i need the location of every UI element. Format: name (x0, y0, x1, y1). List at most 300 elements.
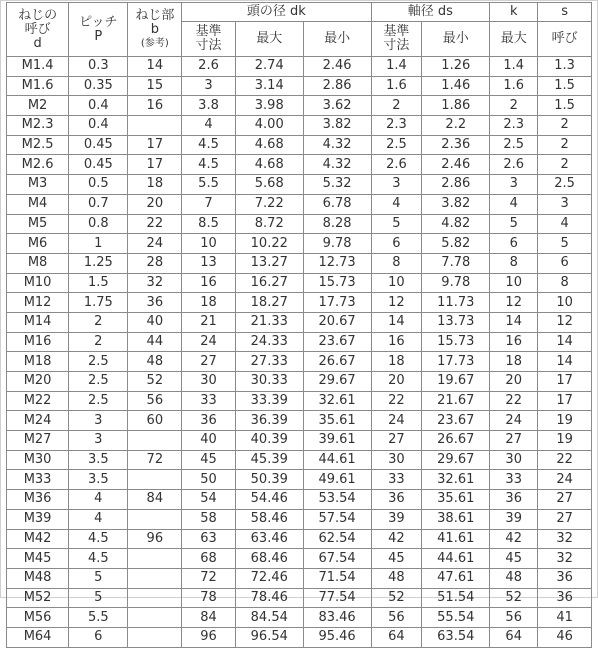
cell-dk-min: 9.78 (303, 234, 371, 254)
cell-ds-basic: 36 (371, 490, 422, 510)
header-s-nominal: 呼び (538, 22, 592, 57)
cell-dk-min: 3.62 (303, 96, 371, 116)
cell-dk-max: 40.39 (235, 431, 303, 451)
cell-pitch: 2.5 (69, 352, 128, 372)
cell-s-nominal: 2.5 (538, 175, 592, 195)
cell-thread-length (128, 509, 182, 529)
cell-ds-basic: 2.3 (371, 116, 422, 136)
cell-thread-length: 24 (128, 234, 182, 254)
cell-ds-basic: 4 (371, 194, 422, 214)
header-ds-basic-line1: 基準 (383, 24, 410, 39)
cell-thread-length (128, 568, 182, 588)
cell-size: M56 (7, 608, 69, 628)
table-row (7, 549, 592, 569)
cell-dk-basic: 30 (182, 372, 236, 392)
cell-ds-min: 47.61 (422, 568, 490, 588)
cell-ds-min: 32.61 (422, 470, 490, 490)
cell-ds-min: 41.61 (422, 529, 490, 549)
cell-size: M22 (7, 391, 69, 411)
cell-dk-min: 8.28 (303, 214, 371, 234)
cell-dk-min: 3.82 (303, 116, 371, 136)
cell-ds-min: 35.61 (422, 490, 490, 510)
cell-dk-max: 78.46 (235, 588, 303, 608)
cell-dk-max: 84.54 (235, 608, 303, 628)
cell-pitch: 3 (69, 431, 128, 451)
cell-s-nominal: 32 (538, 529, 592, 549)
header-ds-min: 最小 (422, 22, 490, 57)
cell-dk-basic: 2.6 (182, 57, 236, 77)
cell-thread-length: 14 (128, 57, 182, 77)
cell-ds-basic: 52 (371, 588, 422, 608)
cell-ds-basic: 2.5 (371, 135, 422, 155)
cell-thread-length: 84 (128, 490, 182, 510)
cell-ds-basic: 3 (371, 175, 422, 195)
table-row (7, 431, 592, 451)
cell-k-max: 24 (490, 411, 538, 431)
cell-thread-length: 60 (128, 411, 182, 431)
cell-dk-basic: 63 (182, 529, 236, 549)
header-size (7, 3, 69, 57)
cell-dk-basic: 27 (182, 352, 236, 372)
table-row (7, 175, 592, 195)
cell-dk-basic: 68 (182, 549, 236, 569)
cell-dk-basic: 96 (182, 627, 236, 647)
table-row (7, 608, 592, 628)
cell-size: M2 (7, 96, 69, 116)
header-pitch (69, 3, 128, 57)
cell-k-max: 14 (490, 312, 538, 332)
cell-ds-basic: 24 (371, 411, 422, 431)
cell-dk-max: 8.72 (235, 214, 303, 234)
cell-size: M6 (7, 234, 69, 254)
cell-ds-min: 51.54 (422, 588, 490, 608)
header-size-line1: ねじの (18, 7, 58, 23)
cell-ds-min: 1.46 (422, 76, 490, 96)
table-header (7, 3, 592, 57)
header-size-line2: 呼び (24, 21, 51, 37)
table-row (7, 490, 592, 510)
cell-pitch: 6 (69, 627, 128, 647)
header-k: k (490, 3, 538, 22)
cell-ds-basic: 30 (371, 450, 422, 470)
cell-thread-length: 96 (128, 529, 182, 549)
cell-k-max: 1.6 (490, 76, 538, 96)
cell-pitch: 0.5 (69, 175, 128, 195)
cell-dk-basic: 3.8 (182, 96, 236, 116)
cell-thread-length: 20 (128, 194, 182, 214)
cell-dk-min: 67.54 (303, 549, 371, 569)
cell-ds-basic: 6 (371, 234, 422, 254)
cell-k-max: 52 (490, 588, 538, 608)
cell-dk-min: 6.78 (303, 194, 371, 214)
cell-dk-basic: 36 (182, 411, 236, 431)
cell-ds-min: 23.67 (422, 411, 490, 431)
cell-dk-basic: 13 (182, 253, 236, 273)
cell-size: M4 (7, 194, 69, 214)
cell-ds-basic: 1.4 (371, 57, 422, 77)
cell-ds-min: 63.54 (422, 627, 490, 647)
cell-dk-max: 50.39 (235, 470, 303, 490)
cell-size: M2.3 (7, 116, 69, 136)
cell-dk-min: 4.32 (303, 135, 371, 155)
cell-dk-min: 29.67 (303, 372, 371, 392)
cell-s-nominal: 32 (538, 549, 592, 569)
cell-k-max: 18 (490, 352, 538, 372)
table-row (7, 253, 592, 273)
cell-s-nominal: 2 (538, 116, 592, 136)
cell-size: M30 (7, 450, 69, 470)
cell-k-max: 2.5 (490, 135, 538, 155)
cell-k-max: 64 (490, 627, 538, 647)
cell-pitch: 4.5 (69, 549, 128, 569)
table-row (7, 194, 592, 214)
cell-dk-basic: 72 (182, 568, 236, 588)
cell-size: M16 (7, 332, 69, 352)
cell-k-max: 3 (490, 175, 538, 195)
cell-ds-min: 2.86 (422, 175, 490, 195)
cell-thread-length: 52 (128, 372, 182, 392)
cell-s-nominal: 36 (538, 568, 592, 588)
cell-dk-min: 17.73 (303, 293, 371, 313)
cell-ds-min: 2.2 (422, 116, 490, 136)
cell-pitch: 3.5 (69, 450, 128, 470)
table-row (7, 627, 592, 647)
header-ds-basic (371, 22, 422, 57)
cell-s-nominal: 8 (538, 273, 592, 293)
cell-dk-basic: 24 (182, 332, 236, 352)
cell-k-max: 20 (490, 372, 538, 392)
cell-k-max: 8 (490, 253, 538, 273)
cell-dk-min: 23.67 (303, 332, 371, 352)
cell-s-nominal: 19 (538, 411, 592, 431)
header-thread-line3: (参考) (140, 37, 169, 49)
table-row (7, 135, 592, 155)
cell-s-nominal: 3 (538, 194, 592, 214)
cell-ds-min: 1.26 (422, 57, 490, 77)
cell-ds-basic: 48 (371, 568, 422, 588)
cell-s-nominal: 6 (538, 253, 592, 273)
table-row (7, 411, 592, 431)
cell-size: M1.4 (7, 57, 69, 77)
cell-s-nominal: 17 (538, 391, 592, 411)
cell-dk-max: 45.39 (235, 450, 303, 470)
cell-dk-max: 63.46 (235, 529, 303, 549)
cell-dk-basic: 4 (182, 116, 236, 136)
cell-ds-min: 4.82 (422, 214, 490, 234)
cell-ds-min: 55.54 (422, 608, 490, 628)
table-row (7, 293, 592, 313)
cell-dk-basic: 58 (182, 509, 236, 529)
cell-size: M18 (7, 352, 69, 372)
cell-dk-basic: 4.5 (182, 155, 236, 175)
cell-ds-min: 13.73 (422, 312, 490, 332)
cell-pitch: 5 (69, 568, 128, 588)
cell-pitch: 0.4 (69, 116, 128, 136)
cell-pitch: 3 (69, 411, 128, 431)
cell-s-nominal: 14 (538, 332, 592, 352)
cell-dk-max: 36.39 (235, 411, 303, 431)
header-dk-min: 最小 (303, 22, 371, 57)
cell-ds-min: 38.61 (422, 509, 490, 529)
cell-dk-max: 96.54 (235, 627, 303, 647)
cell-pitch: 0.35 (69, 76, 128, 96)
cell-dk-min: 15.73 (303, 273, 371, 293)
cell-thread-length: 48 (128, 352, 182, 372)
cell-thread-length (128, 116, 182, 136)
cell-ds-basic: 56 (371, 608, 422, 628)
cell-dk-basic: 16 (182, 273, 236, 293)
cell-k-max: 30 (490, 450, 538, 470)
cell-pitch: 1 (69, 234, 128, 254)
cell-size: M45 (7, 549, 69, 569)
cell-thread-length: 15 (128, 76, 182, 96)
cell-dk-min: 12.73 (303, 253, 371, 273)
cell-thread-length: 40 (128, 312, 182, 332)
cell-pitch: 0.45 (69, 155, 128, 175)
header-dk-basic-line1: 基準 (195, 24, 222, 39)
table-row (7, 116, 592, 136)
cell-k-max: 48 (490, 568, 538, 588)
cell-dk-basic: 78 (182, 588, 236, 608)
cell-pitch: 0.45 (69, 135, 128, 155)
cell-dk-min: 77.54 (303, 588, 371, 608)
cell-size: M12 (7, 293, 69, 313)
cell-k-max: 5 (490, 214, 538, 234)
cell-ds-min: 2.36 (422, 135, 490, 155)
cell-ds-basic: 16 (371, 332, 422, 352)
header-pitch-line2: P (94, 28, 103, 44)
cell-k-max: 39 (490, 509, 538, 529)
cell-thread-length: 32 (128, 273, 182, 293)
table-body (7, 57, 592, 648)
table-row (7, 76, 592, 96)
cell-dk-basic: 3 (182, 76, 236, 96)
cell-dk-min: 49.61 (303, 470, 371, 490)
cell-s-nominal: 4 (538, 214, 592, 234)
cell-dk-max: 33.39 (235, 391, 303, 411)
cell-pitch: 5 (69, 588, 128, 608)
cell-ds-basic: 33 (371, 470, 422, 490)
cell-pitch: 2.5 (69, 391, 128, 411)
cell-dk-min: 39.61 (303, 431, 371, 451)
cell-s-nominal: 1.5 (538, 76, 592, 96)
cell-size: M10 (7, 273, 69, 293)
cell-k-max: 6 (490, 234, 538, 254)
cell-dk-min: 2.46 (303, 57, 371, 77)
cell-k-max: 45 (490, 549, 538, 569)
cell-dk-max: 3.14 (235, 76, 303, 96)
cell-ds-basic: 64 (371, 627, 422, 647)
cell-size: M24 (7, 411, 69, 431)
cell-dk-basic: 33 (182, 391, 236, 411)
cell-thread-length (128, 549, 182, 569)
cell-dk-max: 58.46 (235, 509, 303, 529)
table-row (7, 96, 592, 116)
cell-dk-basic: 8.5 (182, 214, 236, 234)
cell-dk-min: 71.54 (303, 568, 371, 588)
cell-dk-min: 26.67 (303, 352, 371, 372)
cell-thread-length (128, 431, 182, 451)
cell-pitch: 4.5 (69, 529, 128, 549)
table-row (7, 372, 592, 392)
cell-thread-length (128, 470, 182, 490)
cell-dk-max: 18.27 (235, 293, 303, 313)
cell-ds-basic: 10 (371, 273, 422, 293)
cell-dk-max: 10.22 (235, 234, 303, 254)
table-row (7, 509, 592, 529)
cell-s-nominal: 1.3 (538, 57, 592, 77)
cell-thread-length: 44 (128, 332, 182, 352)
cell-dk-basic: 10 (182, 234, 236, 254)
header-thread-length (128, 3, 182, 57)
cell-size: M14 (7, 312, 69, 332)
cell-k-max: 2 (490, 96, 538, 116)
cell-size: M2.5 (7, 135, 69, 155)
table-row (7, 391, 592, 411)
table-row (7, 529, 592, 549)
cell-s-nominal: 41 (538, 608, 592, 628)
cell-thread-length: 22 (128, 214, 182, 234)
table-row (7, 155, 592, 175)
cell-pitch: 2.5 (69, 372, 128, 392)
cell-dk-max: 13.27 (235, 253, 303, 273)
cell-ds-basic: 5 (371, 214, 422, 234)
cell-dk-basic: 40 (182, 431, 236, 451)
cell-k-max: 4 (490, 194, 538, 214)
cell-dk-min: 83.46 (303, 608, 371, 628)
cell-dk-basic: 45 (182, 450, 236, 470)
header-dk-max: 最大 (235, 22, 303, 57)
cell-ds-min: 9.78 (422, 273, 490, 293)
cell-dk-min: 5.32 (303, 175, 371, 195)
cell-pitch: 0.3 (69, 57, 128, 77)
cell-k-max: 33 (490, 470, 538, 490)
cell-k-max: 12 (490, 293, 538, 313)
table-row (7, 450, 592, 470)
cell-k-max: 10 (490, 273, 538, 293)
cell-thread-length: 72 (128, 450, 182, 470)
cell-ds-basic: 20 (371, 372, 422, 392)
cell-thread-length: 17 (128, 135, 182, 155)
cell-dk-min: 44.61 (303, 450, 371, 470)
table-row (7, 57, 592, 77)
cell-ds-basic: 1.6 (371, 76, 422, 96)
cell-thread-length: 56 (128, 391, 182, 411)
cell-dk-max: 30.33 (235, 372, 303, 392)
table-row (7, 312, 592, 332)
cell-dk-max: 27.33 (235, 352, 303, 372)
cell-dk-max: 5.68 (235, 175, 303, 195)
table-row (7, 470, 592, 490)
cell-dk-min: 53.54 (303, 490, 371, 510)
header-dk-basic (182, 22, 236, 57)
cell-dk-min: 20.67 (303, 312, 371, 332)
cell-size: M1.6 (7, 76, 69, 96)
cell-ds-min: 26.67 (422, 431, 490, 451)
cell-dk-max: 54.46 (235, 490, 303, 510)
cell-ds-min: 7.78 (422, 253, 490, 273)
cell-s-nominal: 2 (538, 135, 592, 155)
cell-s-nominal: 22 (538, 450, 592, 470)
cell-dk-max: 68.46 (235, 549, 303, 569)
cell-dk-basic: 18 (182, 293, 236, 313)
cell-k-max: 22 (490, 391, 538, 411)
header-size-line3: d (33, 35, 42, 51)
cell-size: M27 (7, 431, 69, 451)
cell-dk-basic: 50 (182, 470, 236, 490)
cell-ds-min: 29.67 (422, 450, 490, 470)
cell-dk-max: 24.33 (235, 332, 303, 352)
header-pitch-line1: ピッチ (79, 14, 118, 30)
cell-s-nominal: 2 (538, 155, 592, 175)
cell-k-max: 2.6 (490, 155, 538, 175)
cell-dk-max: 16.27 (235, 273, 303, 293)
cell-dk-max: 2.74 (235, 57, 303, 77)
cell-size: M8 (7, 253, 69, 273)
cell-s-nominal: 27 (538, 509, 592, 529)
header-shank-diameter: 軸径 ds (371, 3, 490, 22)
header-head-diameter: 頭の径 dk (182, 3, 371, 22)
cell-thread-length: 17 (128, 155, 182, 175)
cell-pitch: 5.5 (69, 608, 128, 628)
cell-ds-basic: 8 (371, 253, 422, 273)
cell-dk-max: 4.68 (235, 155, 303, 175)
cell-s-nominal: 1.5 (538, 96, 592, 116)
header-thread-line2: b (150, 21, 159, 37)
cell-ds-min: 44.61 (422, 549, 490, 569)
cell-s-nominal: 14 (538, 352, 592, 372)
cell-dk-min: 95.46 (303, 627, 371, 647)
cell-pitch: 0.4 (69, 96, 128, 116)
cell-pitch: 1.75 (69, 293, 128, 313)
cell-thread-length: 28 (128, 253, 182, 273)
cell-pitch: 1.25 (69, 253, 128, 273)
cell-dk-min: 62.54 (303, 529, 371, 549)
cell-dk-max: 72.46 (235, 568, 303, 588)
cell-pitch: 0.7 (69, 194, 128, 214)
cell-s-nominal: 17 (538, 372, 592, 392)
cell-k-max: 2.3 (490, 116, 538, 136)
cell-thread-length (128, 608, 182, 628)
table-row (7, 352, 592, 372)
cell-k-max: 27 (490, 431, 538, 451)
header-k-max: 最大 (490, 22, 538, 57)
cell-s-nominal: 19 (538, 431, 592, 451)
header-thread-line1: ねじ部 (135, 7, 175, 23)
cell-s-nominal: 24 (538, 470, 592, 490)
cell-ds-basic: 42 (371, 529, 422, 549)
cell-pitch: 4 (69, 490, 128, 510)
cell-size: M20 (7, 372, 69, 392)
cell-s-nominal: 5 (538, 234, 592, 254)
cell-ds-min: 15.73 (422, 332, 490, 352)
table-row (7, 568, 592, 588)
table-row (7, 234, 592, 254)
table-row (7, 332, 592, 352)
cell-dk-min: 4.32 (303, 155, 371, 175)
cell-dk-max: 21.33 (235, 312, 303, 332)
cell-dk-min: 35.61 (303, 411, 371, 431)
cell-size: M39 (7, 509, 69, 529)
cell-pitch: 0.8 (69, 214, 128, 234)
cell-ds-min: 21.67 (422, 391, 490, 411)
cell-thread-length (128, 627, 182, 647)
cell-dk-basic: 21 (182, 312, 236, 332)
cell-pitch: 3.5 (69, 470, 128, 490)
cell-thread-length: 36 (128, 293, 182, 313)
cell-ds-basic: 2.6 (371, 155, 422, 175)
cell-ds-basic: 2 (371, 96, 422, 116)
